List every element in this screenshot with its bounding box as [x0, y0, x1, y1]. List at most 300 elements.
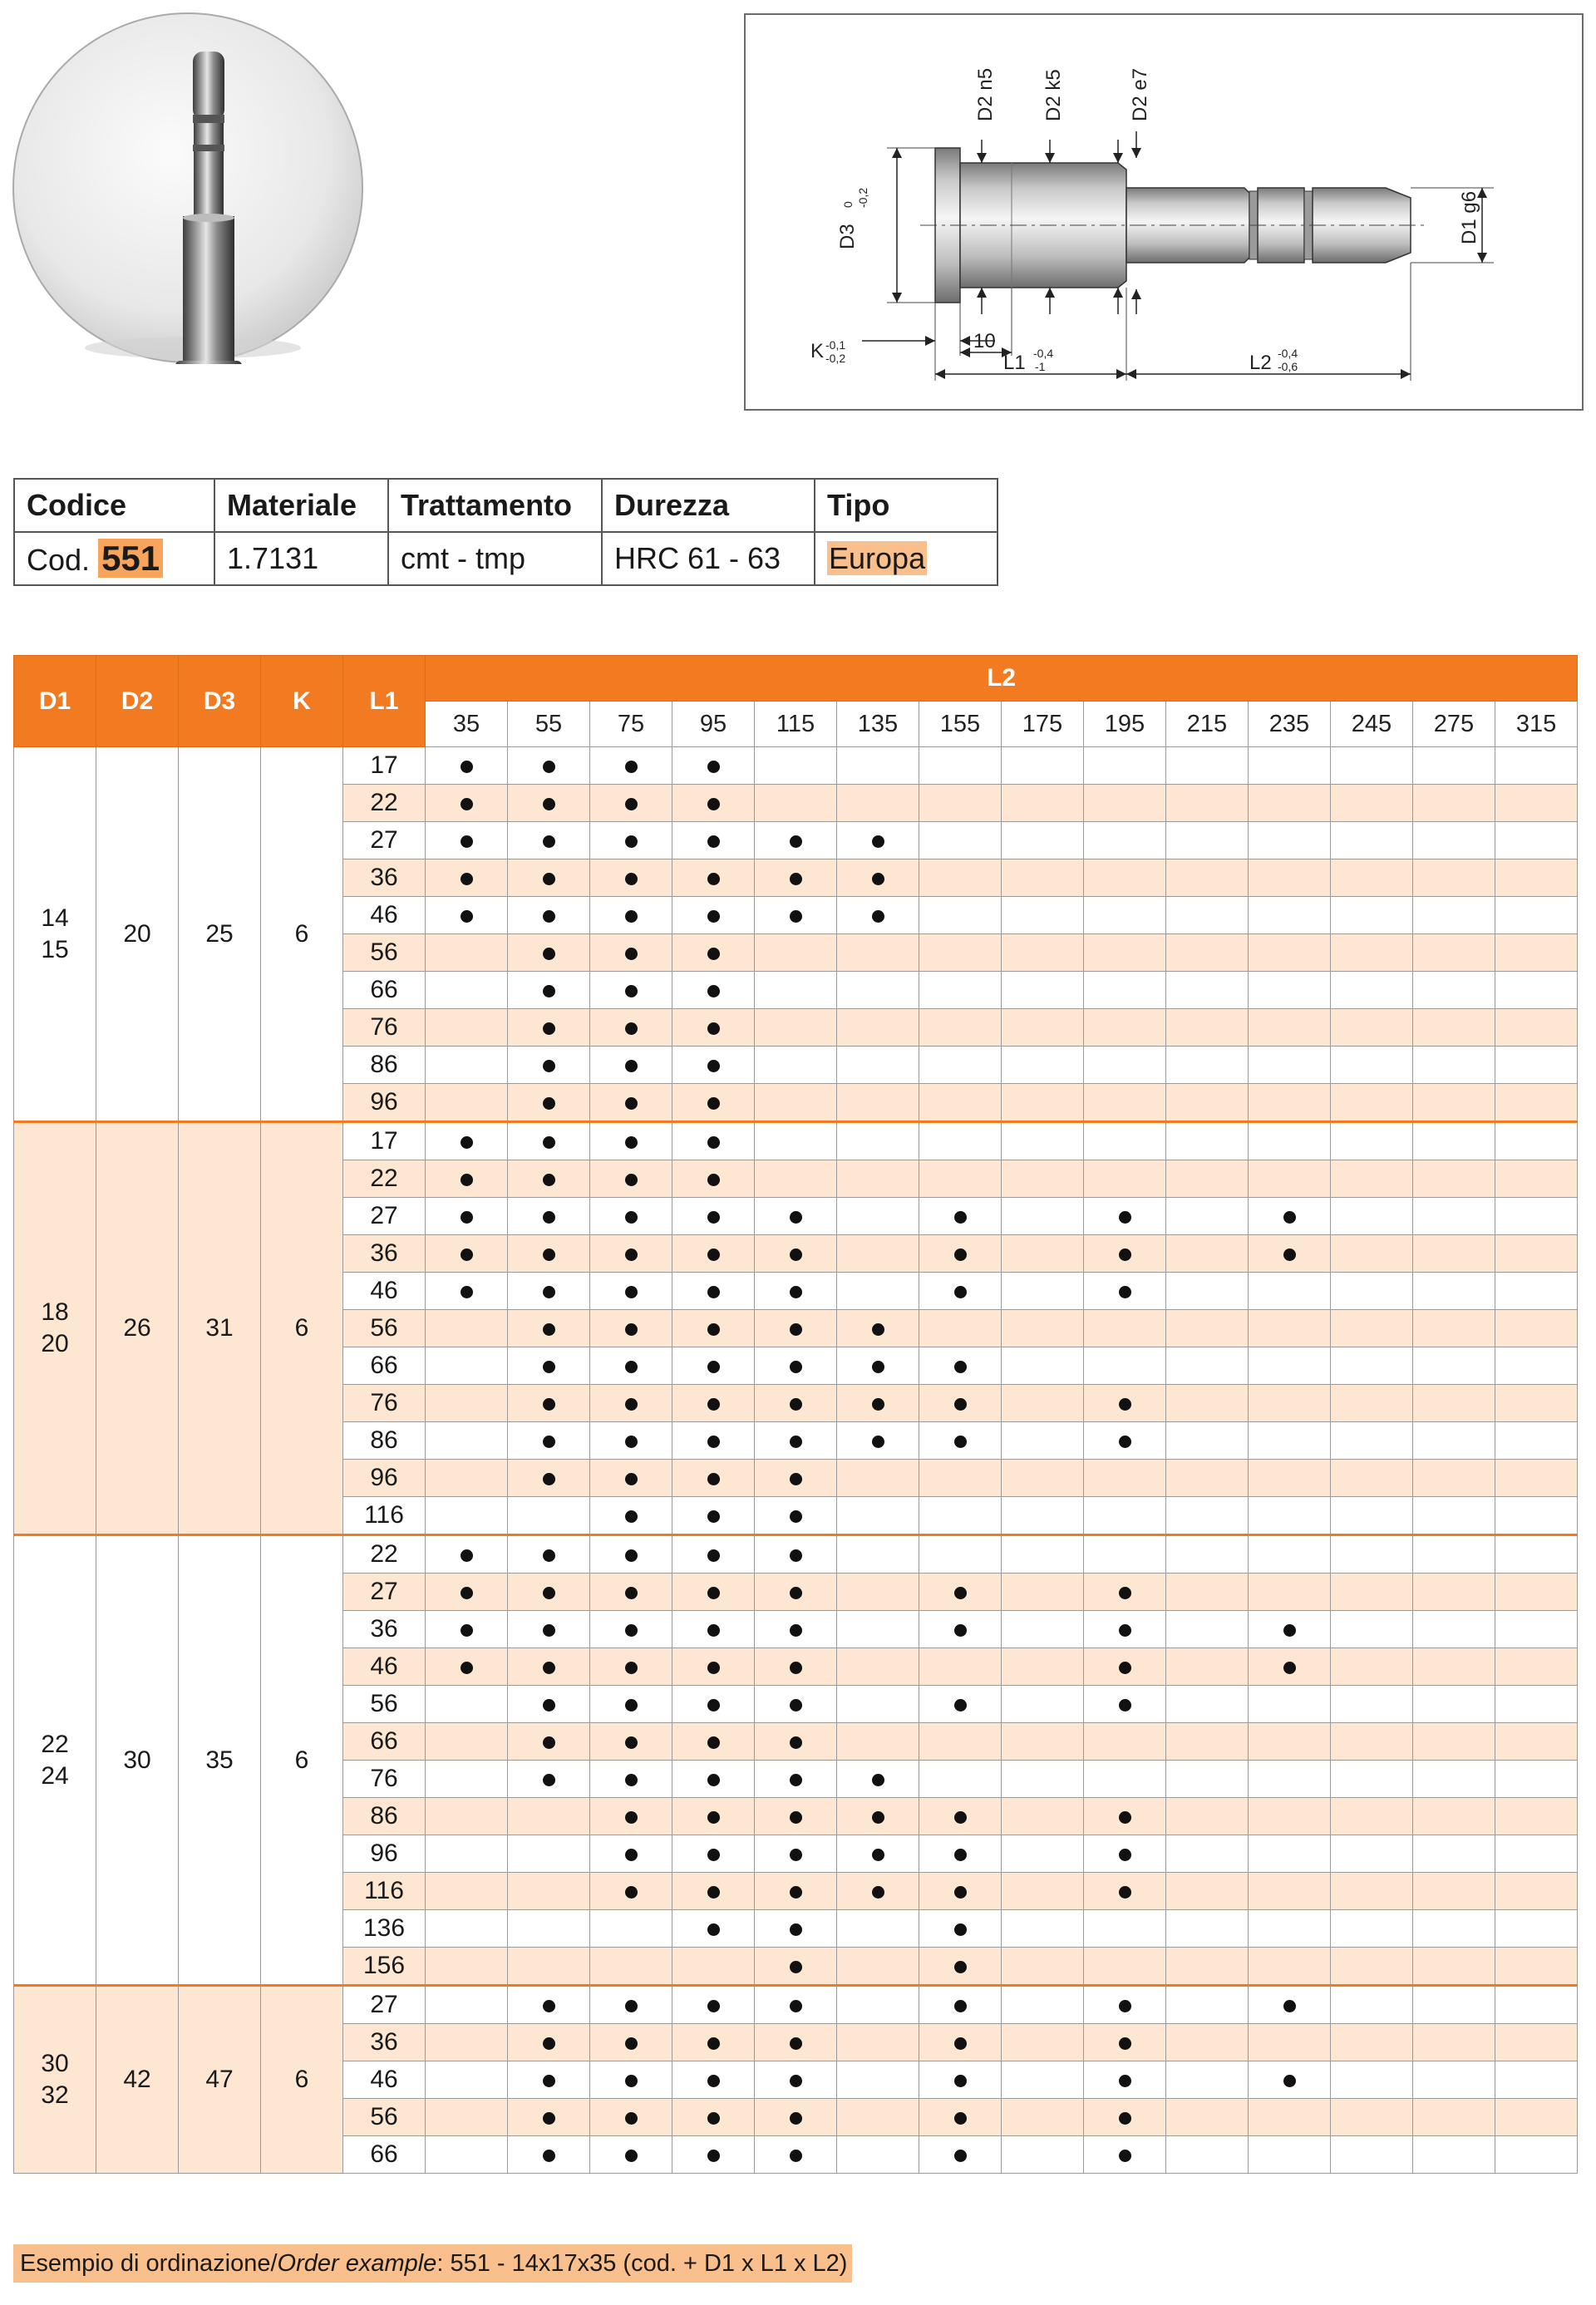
availability-cell: [1166, 1084, 1249, 1122]
availability-cell: [1084, 1009, 1166, 1047]
availability-cell: [1331, 1535, 1413, 1574]
availability-cell: [1002, 1009, 1084, 1047]
availability-dot: [707, 1549, 720, 1562]
availability-dot: [707, 1699, 720, 1712]
availability-cell: [837, 747, 919, 785]
availability-cell: [837, 1084, 919, 1122]
availability-dot: [954, 1361, 967, 1373]
availability-dot: [1119, 1849, 1131, 1861]
availability-cell: [1413, 1761, 1495, 1798]
availability-cell: [426, 1009, 508, 1047]
availability-cell: [1495, 1273, 1578, 1310]
availability-dot: [707, 1736, 720, 1749]
availability-dot: [790, 1811, 802, 1824]
l2-value-header: 115: [755, 702, 837, 747]
l1-cell: 66: [343, 1723, 426, 1761]
d1-cell: [14, 747, 96, 1122]
availability-dot: [790, 910, 802, 923]
availability-table: [13, 655, 1578, 2174]
availability-cell: [1495, 1084, 1578, 1122]
availability-cell: [1084, 2024, 1166, 2061]
label-d2k5: D2 k5: [1042, 69, 1065, 121]
availability-cell: [837, 1422, 919, 1460]
availability-cell: [1166, 2024, 1249, 2061]
availability-cell: [1413, 1574, 1495, 1611]
availability-dot: [543, 1323, 555, 1336]
availability-cell: [1495, 1347, 1578, 1385]
availability-cell: [1002, 1835, 1084, 1873]
availability-cell: [672, 1873, 755, 1910]
availability-cell: [837, 1798, 919, 1835]
availability-cell: [1495, 897, 1578, 934]
availability-dot: [1283, 1249, 1296, 1261]
availability-cell: [1002, 1611, 1084, 1648]
availability-cell: [755, 1948, 837, 1986]
k-cell: 6: [261, 1535, 343, 1986]
availability-cell: [1249, 1273, 1331, 1310]
d1-value: 15: [41, 935, 69, 963]
availability-cell: [1002, 1686, 1084, 1723]
availability-cell: [1002, 1047, 1084, 1084]
availability-cell: [590, 1798, 672, 1835]
availability-dot: [1283, 1624, 1296, 1637]
availability-cell: [1249, 1835, 1331, 1873]
availability-cell: [1331, 1310, 1413, 1347]
label-d3: D3: [836, 224, 859, 249]
availability-cell: [426, 1460, 508, 1497]
availability-dot: [707, 1097, 720, 1110]
availability-cell: [1084, 1986, 1166, 2024]
cell-tipo: [815, 532, 998, 585]
availability-cell: [1413, 897, 1495, 934]
availability-cell: [919, 2099, 1002, 2136]
cell-materiale: 1.7131: [214, 532, 388, 585]
availability-cell: [672, 972, 755, 1009]
technical-drawing: [744, 13, 1584, 411]
l2-value-header: 155: [919, 702, 1002, 747]
availability-dot: [790, 1624, 802, 1637]
availability-cell: [1331, 1910, 1413, 1948]
l2-value-header: 245: [1331, 702, 1413, 747]
availability-cell: [508, 822, 590, 859]
l2-value-header: 275: [1413, 702, 1495, 747]
availability-cell: [1084, 1535, 1166, 1574]
availability-cell: [508, 785, 590, 822]
availability-dot: [872, 1436, 884, 1448]
availability-dot: [625, 835, 638, 848]
availability-dot: [543, 1361, 555, 1373]
availability-cell: [672, 1460, 755, 1497]
availability-cell: [590, 1686, 672, 1723]
availability-cell: [1166, 1761, 1249, 1798]
availability-dot: [625, 1699, 638, 1712]
availability-dot: [461, 1549, 473, 1562]
d3-cell: 31: [179, 1122, 261, 1535]
availability-cell: [426, 2061, 508, 2099]
availability-cell: [837, 1873, 919, 1910]
availability-cell: [1331, 1798, 1413, 1835]
availability-cell: [508, 1910, 590, 1948]
availability-cell: [508, 934, 590, 972]
availability-dot: [461, 1662, 473, 1674]
cod-number: 551: [98, 539, 163, 578]
availability-cell: [508, 2136, 590, 2174]
availability-dot: [707, 2000, 720, 2012]
d1-value: 20: [41, 1330, 69, 1357]
availability-cell: [1002, 1122, 1084, 1160]
availability-cell: [755, 1986, 837, 2024]
availability-cell: [755, 747, 837, 785]
l1-cell: 116: [343, 1873, 426, 1910]
availability-cell: [508, 1611, 590, 1648]
d1-value: 32: [41, 2081, 69, 2109]
availability-cell: [426, 1611, 508, 1648]
availability-dot: [1119, 1886, 1131, 1899]
availability-dot: [954, 2150, 967, 2162]
availability-cell: [919, 1460, 1002, 1497]
availability-cell: [1084, 1084, 1166, 1122]
availability-cell: [837, 1910, 919, 1948]
availability-cell: [1002, 2136, 1084, 2174]
l1-cell: 22: [343, 1160, 426, 1198]
l1-cell: 56: [343, 934, 426, 972]
availability-cell: [590, 1347, 672, 1385]
availability-dot: [625, 2000, 638, 2012]
availability-cell: [426, 972, 508, 1009]
availability-cell: [919, 1723, 1002, 1761]
availability-cell: [1002, 1347, 1084, 1385]
availability-cell: [1413, 1009, 1495, 1047]
availability-cell: [1249, 1422, 1331, 1460]
availability-dot: [707, 1022, 720, 1035]
availability-cell: [672, 2136, 755, 2174]
availability-cell: [919, 785, 1002, 822]
availability-cell: [755, 2099, 837, 2136]
availability-cell: [426, 1273, 508, 1310]
availability-cell: [755, 1122, 837, 1160]
availability-cell: [1002, 1160, 1084, 1198]
l2-value-header: 95: [672, 702, 755, 747]
l2-value-header: 215: [1166, 702, 1249, 747]
availability-dot: [790, 1398, 802, 1411]
availability-dot: [543, 2037, 555, 2050]
availability-cell: [426, 1686, 508, 1723]
l1-cell: 56: [343, 2099, 426, 2136]
availability-cell: [426, 934, 508, 972]
availability-dot: [543, 2000, 555, 2012]
availability-cell: [919, 1798, 1002, 1835]
availability-cell: [1249, 1198, 1331, 1235]
availability-cell: [1495, 1385, 1578, 1422]
availability-cell: [1495, 1986, 1578, 2024]
l1-cell: 96: [343, 1835, 426, 1873]
availability-dot: [1119, 1436, 1131, 1448]
availability-cell: [590, 897, 672, 934]
availability-dot: [625, 873, 638, 885]
availability-dot: [954, 2037, 967, 2050]
availability-cell: [426, 1535, 508, 1574]
availability-cell: [1495, 859, 1578, 897]
availability-cell: [1249, 822, 1331, 859]
availability-dot: [707, 1323, 720, 1336]
availability-cell: [1002, 1310, 1084, 1347]
availability-cell: [1084, 1761, 1166, 1798]
availability-cell: [1331, 1835, 1413, 1873]
availability-cell: [1495, 1611, 1578, 1648]
availability-cell: [755, 2061, 837, 2099]
availability-dot: [954, 1436, 967, 1448]
availability-cell: [1331, 2024, 1413, 2061]
l2-value-header: 55: [508, 702, 590, 747]
availability-dot: [790, 1549, 802, 1562]
header-tipo: Tipo: [815, 479, 998, 532]
availability-cell: [1249, 1347, 1331, 1385]
availability-cell: [590, 1385, 672, 1422]
availability-cell: [919, 1948, 1002, 1986]
label-d2n5: D2 n5: [974, 67, 997, 121]
availability-cell: [1249, 859, 1331, 897]
availability-cell: [1331, 2099, 1413, 2136]
availability-dot: [543, 1097, 555, 1110]
availability-cell: [1002, 1648, 1084, 1686]
availability-dot: [707, 1624, 720, 1637]
availability-dot: [872, 1774, 884, 1786]
availability-dot: [707, 1510, 720, 1523]
l1-cell: 17: [343, 1122, 426, 1160]
availability-dot: [790, 1323, 802, 1336]
availability-dot: [1283, 1211, 1296, 1224]
availability-cell: [672, 1948, 755, 1986]
availability-cell: [837, 1310, 919, 1347]
label-10: 10: [973, 330, 996, 352]
d3-cell: 47: [179, 1986, 261, 2174]
availability-cell: [1084, 1310, 1166, 1347]
availability-dot: [1119, 1624, 1131, 1637]
availability-dot: [707, 761, 720, 773]
availability-cell: [919, 1986, 1002, 2024]
availability-cell: [1002, 1723, 1084, 1761]
availability-cell: [1002, 1084, 1084, 1122]
l1-cell: 66: [343, 972, 426, 1009]
availability-cell: [1331, 2061, 1413, 2099]
availability-cell: [1413, 1611, 1495, 1648]
l1-cell: 56: [343, 1310, 426, 1347]
availability-dot: [1283, 2000, 1296, 2012]
availability-cell: [426, 1798, 508, 1835]
availability-cell: [590, 747, 672, 785]
availability-cell: [837, 1460, 919, 1497]
availability-cell: [590, 1986, 672, 2024]
tol-l1-up: -0,4: [1033, 347, 1054, 360]
availability-cell: [672, 822, 755, 859]
availability-cell: [1249, 1798, 1331, 1835]
availability-cell: [1249, 1460, 1331, 1497]
availability-cell: [755, 1910, 837, 1948]
availability-dot: [543, 1398, 555, 1411]
availability-cell: [919, 897, 1002, 934]
availability-cell: [1002, 785, 1084, 822]
availability-cell: [426, 1347, 508, 1385]
availability-dot: [625, 1849, 638, 1861]
availability-cell: [1331, 1122, 1413, 1160]
availability-cell: [1084, 2136, 1166, 2174]
availability-cell: [508, 1497, 590, 1535]
availability-cell: [1249, 1160, 1331, 1198]
availability-dot: [707, 1587, 720, 1599]
availability-cell: [1002, 822, 1084, 859]
availability-dot: [707, 1398, 720, 1411]
availability-cell: [672, 897, 755, 934]
availability-dot: [707, 1923, 720, 1936]
availability-cell: [1166, 859, 1249, 897]
availability-dot: [790, 2112, 802, 2125]
availability-cell: [508, 1648, 590, 1686]
availability-cell: [426, 1948, 508, 1986]
availability-cell: [590, 1574, 672, 1611]
l1-cell: 46: [343, 1648, 426, 1686]
availability-cell: [508, 1235, 590, 1273]
availability-cell: [1249, 1235, 1331, 1273]
availability-dot: [1119, 1587, 1131, 1599]
availability-cell: [919, 1310, 1002, 1347]
availability-dot: [872, 1849, 884, 1861]
availability-cell: [919, 747, 1002, 785]
availability-dot: [543, 1022, 555, 1035]
availability-cell: [1413, 1648, 1495, 1686]
availability-dot: [954, 1811, 967, 1824]
availability-cell: [837, 1198, 919, 1235]
d1-value: 22: [41, 1730, 69, 1758]
availability-dot: [1119, 1249, 1131, 1261]
availability-cell: [672, 1235, 755, 1273]
l1-cell: 76: [343, 1761, 426, 1798]
availability-cell: [672, 1385, 755, 1422]
availability-cell: [1413, 822, 1495, 859]
availability-cell: [426, 1497, 508, 1535]
availability-cell: [1166, 972, 1249, 1009]
availability-cell: [837, 1986, 919, 2024]
availability-cell: [672, 1084, 755, 1122]
availability-cell: [1166, 1648, 1249, 1686]
availability-cell: [1413, 1273, 1495, 1310]
availability-cell: [1495, 785, 1578, 822]
availability-dot: [543, 985, 555, 997]
availability-dot: [543, 1436, 555, 1448]
availability-cell: [1166, 1160, 1249, 1198]
availability-cell: [590, 934, 672, 972]
l1-cell: 27: [343, 1198, 426, 1235]
availability-dot: [707, 1662, 720, 1674]
d1-cell: [14, 1986, 96, 2174]
availability-cell: [755, 822, 837, 859]
availability-cell: [837, 859, 919, 897]
availability-dot: [625, 1136, 638, 1149]
availability-cell: [1413, 1347, 1495, 1385]
availability-dot: [625, 1587, 638, 1599]
availability-cell: [1495, 1873, 1578, 1910]
availability-cell: [1495, 2099, 1578, 2136]
availability-cell: [1002, 1235, 1084, 1273]
d1-value: 18: [41, 1298, 69, 1326]
availability-cell: [1331, 897, 1413, 934]
availability-cell: [919, 1009, 1002, 1047]
availability-cell: [1166, 1873, 1249, 1910]
availability-cell: [508, 1723, 590, 1761]
availability-dot: [872, 1886, 884, 1899]
availability-cell: [1413, 2136, 1495, 2174]
availability-dot: [707, 2037, 720, 2050]
availability-cell: [1084, 1574, 1166, 1611]
availability-cell: [755, 2024, 837, 2061]
availability-cell: [672, 1686, 755, 1723]
availability-cell: [1249, 1761, 1331, 1798]
tol-k-lo: -0,2: [825, 352, 846, 365]
availability-cell: [1331, 1347, 1413, 1385]
availability-dot: [625, 1211, 638, 1224]
availability-cell: [1002, 2099, 1084, 2136]
availability-cell: [1331, 1761, 1413, 1798]
availability-dot: [543, 1060, 555, 1072]
availability-cell: [1331, 1648, 1413, 1686]
availability-cell: [1495, 1648, 1578, 1686]
availability-cell: [755, 1574, 837, 1611]
availability-cell: [1249, 1574, 1331, 1611]
availability-cell: [1495, 1497, 1578, 1535]
availability-cell: [1084, 1460, 1166, 1497]
availability-dot: [1119, 1398, 1131, 1411]
l2-value-header: 35: [426, 702, 508, 747]
availability-cell: [1331, 972, 1413, 1009]
availability-cell: [1166, 1948, 1249, 1986]
availability-cell: [919, 1385, 1002, 1422]
availability-cell: [426, 1574, 508, 1611]
availability-cell: [1166, 1460, 1249, 1497]
availability-cell: [837, 1235, 919, 1273]
availability-cell: [755, 1160, 837, 1198]
l1-cell: 36: [343, 859, 426, 897]
availability-cell: [919, 934, 1002, 972]
availability-dot: [707, 1811, 720, 1824]
availability-cell: [508, 1574, 590, 1611]
availability-cell: [919, 859, 1002, 897]
availability-dot: [790, 1286, 802, 1298]
availability-cell: [1331, 785, 1413, 822]
l1-cell: 136: [343, 1910, 426, 1948]
availability-dot: [1119, 1662, 1131, 1674]
availability-cell: [590, 1611, 672, 1648]
availability-cell: [919, 2024, 1002, 2061]
l1-cell: 36: [343, 2024, 426, 2061]
availability-dot: [790, 1249, 802, 1261]
l1-cell: 96: [343, 1460, 426, 1497]
tol-l2-up: -0,4: [1278, 347, 1298, 360]
availability-cell: [1002, 1198, 1084, 1235]
availability-dot: [707, 873, 720, 885]
availability-cell: [1084, 1122, 1166, 1160]
availability-cell: [1495, 1798, 1578, 1835]
header-l1: L1: [343, 656, 426, 747]
availability-dot: [707, 948, 720, 960]
availability-cell: [919, 1648, 1002, 1686]
availability-cell: [1166, 1574, 1249, 1611]
availability-cell: [1249, 1910, 1331, 1948]
availability-dot: [625, 1097, 638, 1110]
availability-cell: [1331, 1422, 1413, 1460]
availability-cell: [1413, 1686, 1495, 1723]
availability-cell: [1002, 859, 1084, 897]
availability-cell: [837, 1122, 919, 1160]
availability-cell: [1002, 972, 1084, 1009]
